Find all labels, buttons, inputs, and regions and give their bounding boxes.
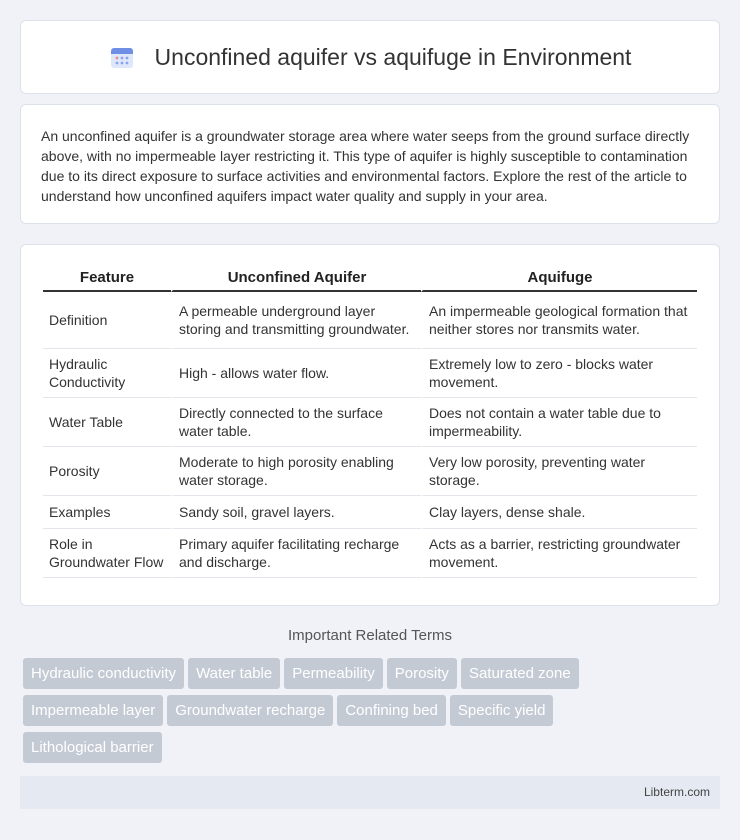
table-row [43,349,697,398]
tag-impermeable-layer[interactable]: Impermeable layer [23,695,163,726]
calendar-icon [109,44,135,70]
table-row [43,398,697,447]
table-cell: Acts as a barrier, restricting groundwater movement. [421,529,697,578]
footer-site-link[interactable]: Libterm.com [643,785,710,799]
related-terms-title: Important Related Terms [288,627,452,644]
tag-saturated-zone[interactable]: Saturated zone [461,658,579,689]
header-unconfined-aquifer: Unconfined Aquifer [171,265,421,292]
table-cell: Water Table [43,398,171,447]
table-cell: Porosity [43,447,171,496]
table-row [43,496,697,529]
tag-groundwater-recharge[interactable]: Groundwater recharge [167,695,333,726]
related-terms-tags [23,658,723,769]
table-cell: Definition [43,292,171,349]
footer [20,776,720,809]
header-aquifuge: Aquifuge [421,265,697,292]
table-cell: Extremely low to zero - blocks water movement. [421,349,697,398]
tag-specific-yield[interactable]: Specific yield [450,695,554,726]
page-title-text: Unconfined aquifer vs aquifuge in Environment [154,43,632,70]
table-cell: A permeable underground layer storing and transmitting groundwater. [171,292,421,349]
comparison-card [20,244,720,606]
table-cell: Primary aquifer facilitating recharge and discharge. [171,529,421,578]
table-cell: Hydraulic Conductivity [43,349,171,398]
table-cell: Does not contain a water table due to impermeability. [421,398,697,447]
intro-card [20,104,720,224]
table-cell: Directly connected to the surface water table. [171,398,421,447]
table-cell: Clay layers, dense shale. [421,496,697,529]
tag-confining-bed[interactable]: Confining bed [337,695,446,726]
table-row [43,292,697,349]
intro-paragraph: An unconfined aquifer is a groundwater storage area where water seeps from the ground surface directly above, with no impermeable layer restricting it. This type of aquifer is highly susceptible to contamination due to its direct exposure to surface activities and environmental factors. Explore the rest of the article to understand how unconfined aquifers impact water quality and supply in your area. [41,128,690,204]
table-cell: An impermeable geological formation that neither stores nor transmits water. [421,292,697,349]
table-header-row [43,265,697,292]
header-card [20,20,720,94]
table-cell: Very low porosity, preventing water storage. [421,447,697,496]
header-feature: Feature [43,265,171,292]
table-cell: High - allows water flow. [171,349,421,398]
tag-hydraulic-conductivity[interactable]: Hydraulic conductivity [23,658,184,689]
table-cell: Examples [43,496,171,529]
tag-lithological-barrier[interactable]: Lithological barrier [23,732,162,763]
table-cell: Moderate to high porosity enabling water storage. [171,447,421,496]
tag-water-table[interactable]: Water table [188,658,280,689]
comparison-table [43,265,697,578]
table-row [43,447,697,496]
table-cell: Role in Groundwater Flow [43,529,171,578]
table-row [43,529,697,578]
page-title [109,44,632,71]
tag-porosity[interactable]: Porosity [387,658,457,689]
table-cell: Sandy soil, gravel layers. [171,496,421,529]
tag-permeability[interactable]: Permeability [284,658,383,689]
